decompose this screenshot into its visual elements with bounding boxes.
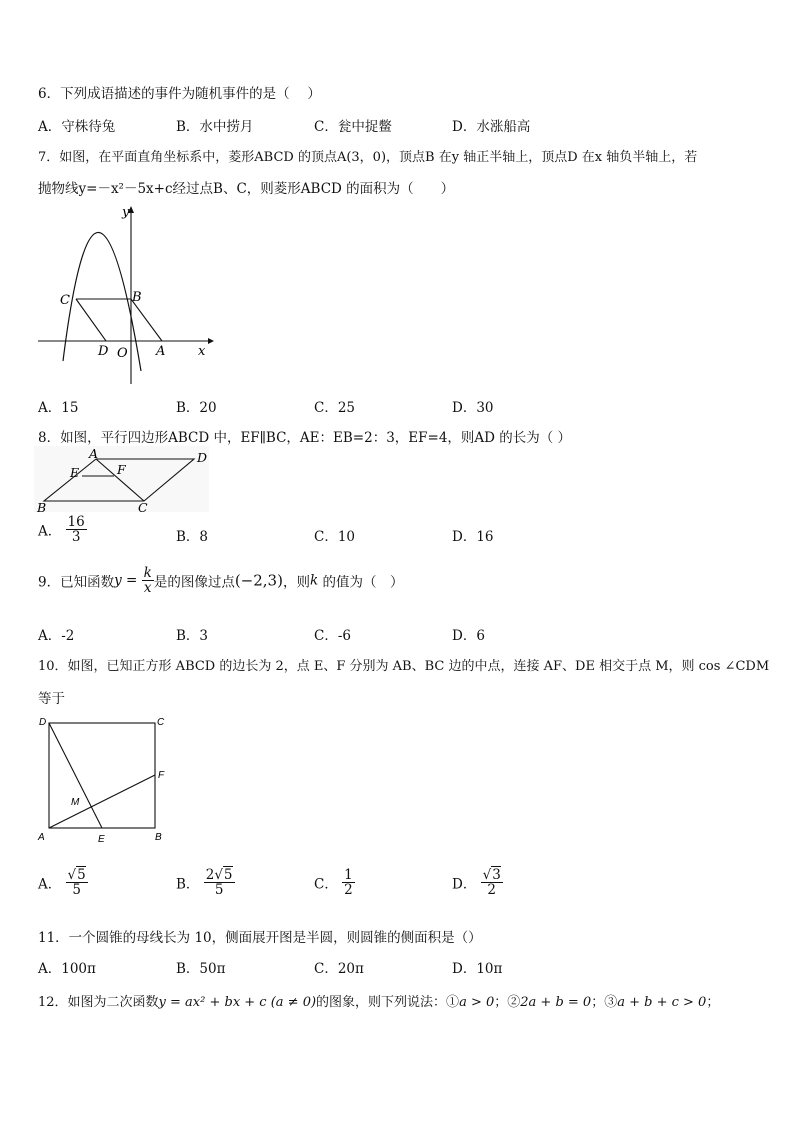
q9-suffix: 的值为（ ） <box>318 574 404 591</box>
q12-sep1: ；② <box>494 995 521 1010</box>
q7-option-a: A．15 <box>38 400 79 416</box>
q11-option-c: C．20π <box>314 961 364 977</box>
q10-label-e: E <box>98 834 105 845</box>
q9-point: (−2,3) <box>234 571 283 590</box>
q7-label-a: A <box>156 344 166 359</box>
q12-stem <box>38 991 719 1010</box>
q9-func-eq: = <box>121 572 142 589</box>
q10-option-b <box>176 868 235 897</box>
q12-statement-1: a > 0 <box>459 995 495 1010</box>
q10-option-d-fraction: $\frac{√3}{2}$ <box>482 867 501 899</box>
q10-option-b-rad: 5 <box>223 867 233 883</box>
q7-figure <box>36 200 216 390</box>
q10-stem-line1: 10．如图，已知正方形 ABCD 的边长为 2，点 E、F 分别为 AB、BC 边的中点，连接 AF、DE 相交于点 M，则 cos ∠CDM <box>38 659 770 674</box>
q10-option-b-den: 5 <box>214 882 224 899</box>
q7-label-x: x <box>198 344 206 359</box>
q9-prefix: 9．已知函数 <box>38 574 115 591</box>
q7-stem-line2: 抛物线y=－x²－5x+c经过点B、C，则菱形ABCD 的面积为（ ） <box>38 181 455 197</box>
q8-label-c: C <box>138 500 148 514</box>
q10-option-b-prefix: B． <box>176 876 200 893</box>
q9-func-y: y <box>114 572 122 589</box>
q9-option-a: A．-2 <box>38 628 75 644</box>
q10-label-c: C <box>157 717 165 728</box>
q8-option-b: B．8 <box>176 529 209 545</box>
q10-option-c-prefix: C． <box>314 876 338 893</box>
q10-option-d-rad: 3 <box>492 867 501 883</box>
q7-label-c: C <box>60 293 70 308</box>
q12-sep2: ；③ <box>591 995 618 1010</box>
q10-option-a <box>38 868 88 897</box>
q9-option-c: C．-6 <box>314 628 351 644</box>
q9-mid2: ，则 <box>282 574 310 591</box>
q10-figure <box>36 712 172 846</box>
q10-option-c-num: 1 <box>344 867 353 883</box>
q7-option-b: B．20 <box>176 400 217 416</box>
q11-option-b: B．50π <box>176 961 226 977</box>
q11-option-d: D．10π <box>452 961 503 977</box>
q10-label-b: B <box>155 832 162 843</box>
q11-option-a: A．100π <box>38 961 96 977</box>
q8-label-b: B <box>37 500 47 514</box>
q8-label-a: A <box>89 446 99 461</box>
q9-k: k <box>309 572 319 589</box>
q10-option-b-coef: 2 <box>205 867 215 883</box>
q10-option-c <box>314 868 355 897</box>
q12-end: ； <box>706 995 720 1010</box>
q9-option-d: D．6 <box>452 628 485 644</box>
q7-label-d: D <box>98 344 109 359</box>
q12-statement-2: 2a + b = 0 <box>520 995 592 1010</box>
q6-option-c: C．瓮中捉鳖 <box>314 119 392 135</box>
q8-option-c: C．10 <box>314 529 356 545</box>
q12-mid: 的图象，则下列说法：① <box>316 995 460 1010</box>
q8-option-a-den: 3 <box>71 529 81 546</box>
q8-option-a-num: 16 <box>67 514 85 530</box>
q10-option-a-fraction: $\frac{√5}{5}$ <box>67 867 86 899</box>
q9-option-b: B．3 <box>176 628 209 644</box>
q10-option-d-den: 2 <box>487 882 497 899</box>
q8-label-f: F <box>117 462 126 477</box>
q8-figure <box>34 446 214 514</box>
q10-option-a-den: 5 <box>72 882 81 899</box>
q9-func-fraction <box>142 566 154 595</box>
q10-option-d <box>452 868 503 897</box>
q9-stem <box>38 566 403 595</box>
q10-option-c-fraction <box>342 868 355 897</box>
q10-stem-line2: 等于 <box>38 691 65 707</box>
q9-mid: 是的图像过点 <box>153 574 235 591</box>
q10-option-a-rad: 5 <box>77 867 86 883</box>
q7-stem-line1: 7．如图，在平面直角坐标系中，菱形ABCD 的顶点A(3，0)，顶点B 在y 轴正半轴上，顶点D 在x 轴负半轴上，若 <box>38 150 698 165</box>
q6-stem: 6．下列成语描述的事件为随机事件的是（ ） <box>38 86 321 102</box>
q10-label-a: A <box>38 832 45 843</box>
q7-label-o: O <box>117 346 128 361</box>
q12-statement-3: a + b + c > 0 <box>617 995 707 1010</box>
q10-option-c-den: 2 <box>344 882 353 899</box>
q8-label-d: D <box>197 450 208 465</box>
q10-option-d-prefix: D． <box>452 876 477 893</box>
q9-func-den: x <box>143 580 152 597</box>
q7-label-b: B <box>132 290 142 305</box>
q10-label-d: D <box>39 717 47 728</box>
q6-option-d: D．水涨船高 <box>452 119 531 135</box>
q10-label-f: F <box>158 770 165 781</box>
q9-func-num: k <box>143 565 152 581</box>
q10-option-b-fraction: $\frac{2√5}{5}$ <box>205 867 233 899</box>
q12-function: y = ax² + bx + c (a ≠ 0) <box>158 995 317 1010</box>
q8-stem: 8．如图，平行四边形ABCD 中，EF∥BC，AE：EB=2：3，EF=4，则AD 的长为（ ） <box>38 430 572 446</box>
q6-option-b: B．水中捞月 <box>176 119 254 135</box>
q7-option-d: D．30 <box>452 400 494 416</box>
q8-option-d: D．16 <box>452 529 494 545</box>
q8-label-e: E <box>70 465 80 480</box>
q8-option-a-fraction <box>66 515 87 544</box>
q12-prefix: 12．如图为二次函数 <box>38 995 159 1010</box>
q10-label-m: M <box>71 797 80 808</box>
q11-stem: 11．一个圆锥的母线长为 10，侧面展开图是半圆，则圆锥的侧面积是（） <box>38 930 482 946</box>
q8-option-a-prefix: A． <box>38 523 62 540</box>
q7-option-c: C．25 <box>314 400 356 416</box>
q7-label-y: y <box>122 205 130 220</box>
q6-option-a: A．守株待兔 <box>38 119 116 135</box>
q10-option-a-prefix: A． <box>38 876 62 893</box>
q8-option-a <box>38 515 87 544</box>
